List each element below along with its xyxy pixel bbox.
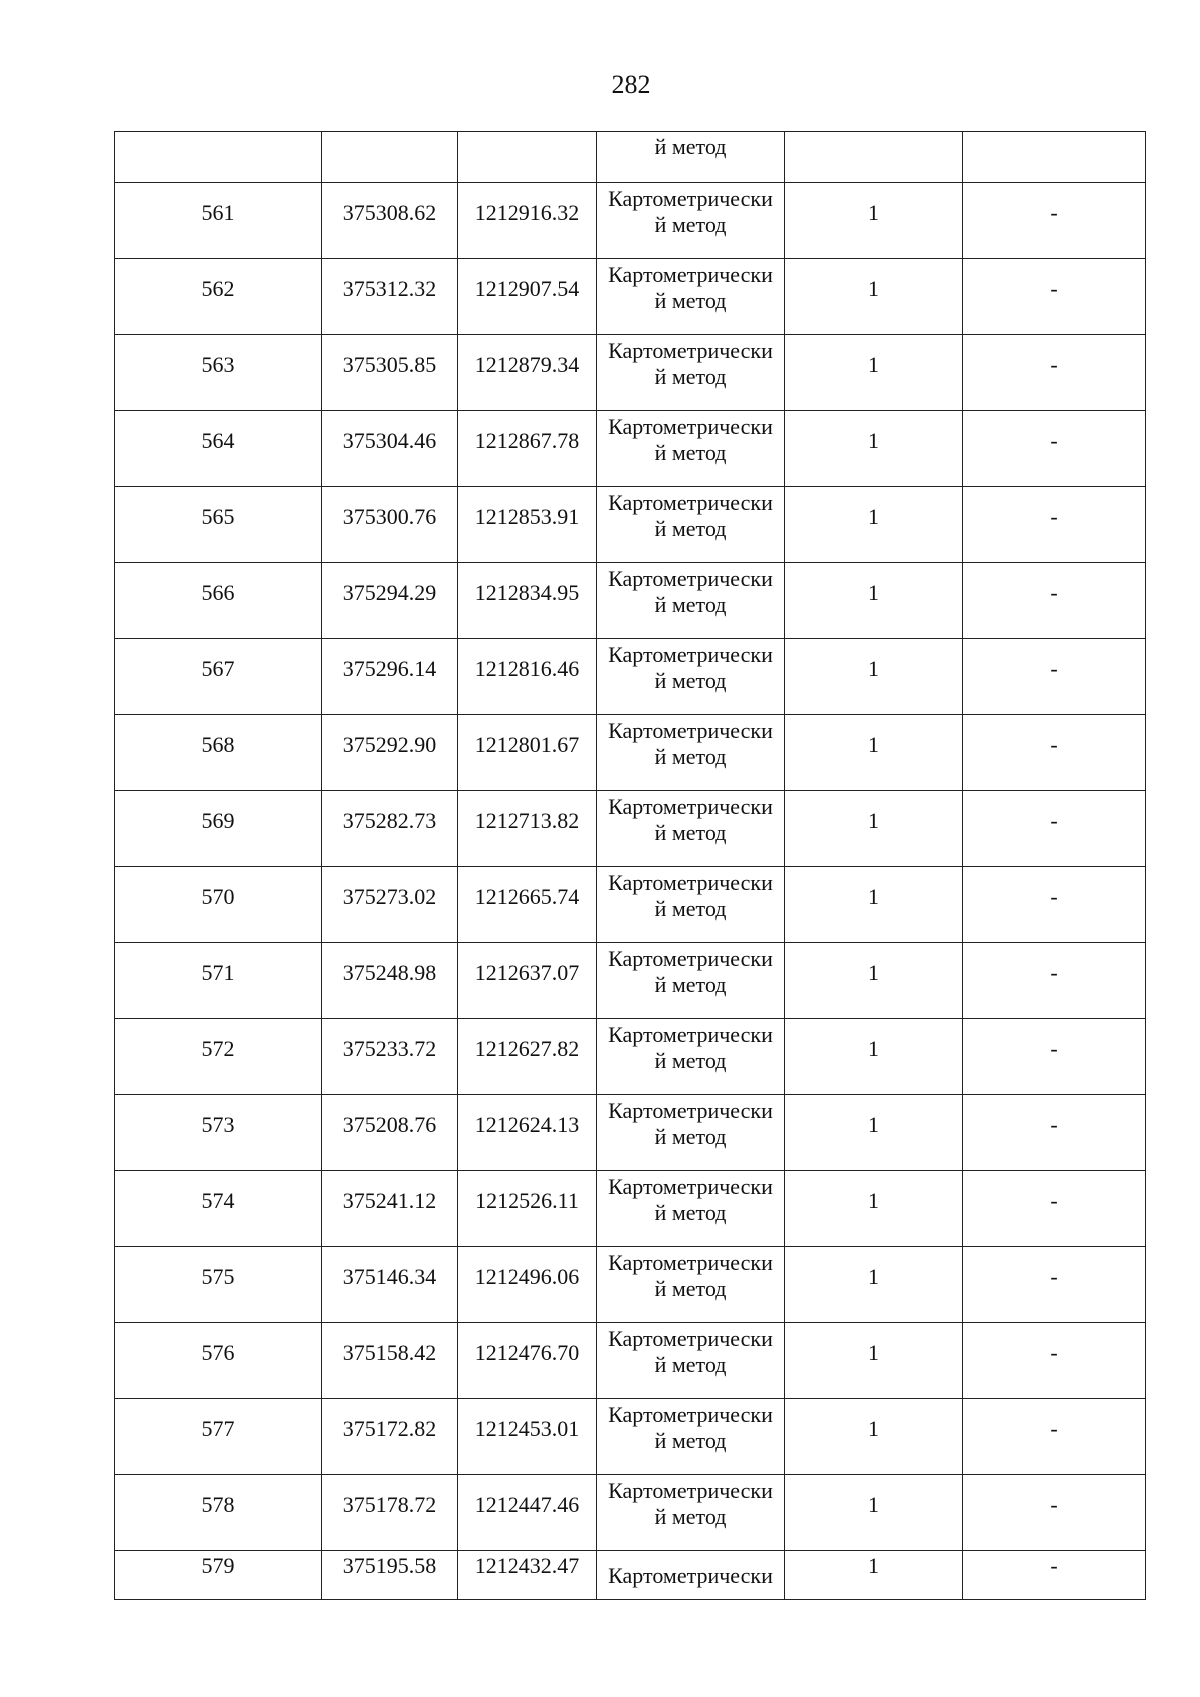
accuracy-value: 1 (868, 1112, 879, 1137)
table-row-last (115, 1551, 1146, 1600)
table-row (115, 791, 1146, 867)
method-line-2: й метод (654, 1048, 727, 1073)
cell-point-number (115, 183, 322, 259)
method-line-1: Картометрически (608, 1174, 773, 1199)
cell-note (963, 563, 1146, 639)
method-line-2: й метод (654, 896, 727, 921)
cell-accuracy (785, 411, 963, 487)
point-number: 575 (201, 1264, 235, 1289)
cell-method (597, 1323, 785, 1399)
coord-x: 375300.76 (342, 504, 437, 529)
method-line-2: й метод (654, 1124, 727, 1149)
note-value: - (1050, 1553, 1058, 1578)
cell-accuracy (785, 183, 963, 259)
cell-y (458, 1323, 597, 1399)
note-value: - (1050, 732, 1058, 757)
accuracy-value: 1 (868, 960, 879, 985)
note-value: - (1050, 504, 1058, 529)
cell-y (458, 132, 597, 183)
note-value: - (1050, 200, 1058, 225)
table-row (115, 715, 1146, 791)
coord-x: 375241.12 (342, 1188, 437, 1213)
cell-note (963, 1247, 1146, 1323)
cell-note (963, 259, 1146, 335)
cell-x (322, 259, 458, 335)
cell-accuracy (785, 563, 963, 639)
cell-x (322, 563, 458, 639)
cell-method (597, 132, 785, 183)
cell-method (597, 563, 785, 639)
cell-accuracy (785, 1475, 963, 1551)
cell-note (963, 867, 1146, 943)
cell-method (597, 867, 785, 943)
coord-x: 375312.32 (342, 276, 437, 301)
note-value: - (1050, 656, 1058, 681)
method-line-1: Картометрически (608, 642, 773, 667)
cell-y (458, 1247, 597, 1323)
method-text (597, 1019, 784, 1074)
cell-point-number (115, 1551, 322, 1600)
point-number: 562 (201, 276, 235, 301)
cell-point-number (115, 259, 322, 335)
cell-note (963, 335, 1146, 411)
cell-method (597, 1399, 785, 1475)
cell-point-number (115, 1247, 322, 1323)
cell-note (963, 1475, 1146, 1551)
cell-point-number (115, 1019, 322, 1095)
cell-x (322, 487, 458, 563)
point-number: 577 (201, 1416, 235, 1441)
cell-method (597, 715, 785, 791)
cell-point-number (115, 867, 322, 943)
method-line-1: Картометрически (608, 566, 773, 591)
coord-y: 1212627.82 (474, 1036, 580, 1061)
table-row (115, 867, 1146, 943)
cell-point-number (115, 791, 322, 867)
point-number: 573 (201, 1112, 235, 1137)
cell-note (963, 1171, 1146, 1247)
note-value: - (1050, 1416, 1058, 1441)
coord-y: 1212834.95 (474, 580, 580, 605)
method-line-1: Картометрически (608, 1098, 773, 1123)
cell-method (597, 1019, 785, 1095)
method-line-2: й метод (654, 288, 727, 313)
cell-accuracy (785, 259, 963, 335)
cell-y (458, 791, 597, 867)
table-row (115, 1475, 1146, 1551)
cell-point-number (115, 1399, 322, 1475)
note-value: - (1050, 276, 1058, 301)
method-line-1: Картометрически (608, 1250, 773, 1275)
cell-accuracy (785, 1323, 963, 1399)
cell-point-number (115, 335, 322, 411)
note-value: - (1050, 580, 1058, 605)
method-text (597, 335, 784, 390)
method-line-2: й метод (654, 364, 727, 389)
method-line-1: Картометрически (608, 870, 773, 895)
cell-accuracy (785, 1095, 963, 1171)
point-number: 579 (201, 1553, 235, 1578)
accuracy-value: 1 (868, 428, 879, 453)
note-value: - (1050, 428, 1058, 453)
coord-y: 1212867.78 (474, 428, 580, 453)
method-line-1: Картометрически (608, 718, 773, 743)
table-row (115, 1247, 1146, 1323)
method-line-1: Картометрически (608, 1478, 773, 1503)
table-row (115, 943, 1146, 1019)
coord-y: 1212637.07 (474, 960, 580, 985)
accuracy-value: 1 (868, 808, 879, 833)
cell-accuracy (785, 1551, 963, 1600)
accuracy-value: 1 (868, 1553, 879, 1578)
coord-x: 375305.85 (342, 352, 437, 377)
cell-note (963, 183, 1146, 259)
cell-method (597, 411, 785, 487)
method-text (597, 183, 784, 238)
cell-x (322, 1475, 458, 1551)
method-text (597, 1095, 784, 1150)
coord-x: 375178.72 (342, 1492, 437, 1517)
coord-y: 1212853.91 (474, 504, 580, 529)
method-text (597, 943, 784, 998)
method-text (597, 1247, 784, 1302)
cell-method (597, 1247, 785, 1323)
cell-method (597, 943, 785, 1019)
method-text (597, 563, 784, 618)
coord-x: 375304.46 (342, 428, 437, 453)
cell-y (458, 487, 597, 563)
cell-method (597, 335, 785, 411)
method-line-1: Картометрически (608, 794, 773, 819)
method-text (597, 487, 784, 542)
method-line-2: й метод (654, 1352, 727, 1377)
cell-x (322, 1399, 458, 1475)
cell-point-number (115, 1323, 322, 1399)
coordinates-table-body (115, 132, 1146, 1600)
note-value: - (1050, 1340, 1058, 1365)
table-row (115, 487, 1146, 563)
cell-point-number (115, 563, 322, 639)
method-line-1: Картометрически (608, 338, 773, 363)
cell-accuracy (785, 335, 963, 411)
cell-point-number (115, 943, 322, 1019)
cell-point-number (115, 1475, 322, 1551)
cell-method (597, 1171, 785, 1247)
point-number: 564 (201, 428, 235, 453)
cell-y (458, 715, 597, 791)
cell-accuracy (785, 943, 963, 1019)
method-line-1: Картометрически (608, 1402, 773, 1427)
table-row-continuation (115, 132, 1146, 183)
coord-x: 375294.29 (342, 580, 437, 605)
coord-y: 1212496.06 (474, 1264, 580, 1289)
cell-accuracy (785, 791, 963, 867)
page-number: 282 (611, 70, 651, 99)
cell-y (458, 1095, 597, 1171)
method-line-2: й метод (654, 972, 727, 997)
table-row (115, 639, 1146, 715)
cell-note (963, 1095, 1146, 1171)
method-line-1: Картометрически (608, 414, 773, 439)
method-text (597, 639, 784, 694)
note-value: - (1050, 884, 1058, 909)
note-value: - (1050, 808, 1058, 833)
cell-accuracy (785, 1399, 963, 1475)
accuracy-value: 1 (868, 1416, 879, 1441)
cell-note (963, 715, 1146, 791)
cell-accuracy (785, 1247, 963, 1323)
coord-y: 1212916.32 (474, 200, 580, 225)
coord-y: 1212526.11 (475, 1188, 579, 1213)
cell-note (963, 639, 1146, 715)
point-number: 569 (201, 808, 235, 833)
note-value: - (1050, 1112, 1058, 1137)
method-line-1: Картометрически (608, 490, 773, 515)
cell-accuracy (785, 1171, 963, 1247)
method-line-2: й метод (654, 516, 727, 541)
point-number: 571 (201, 960, 235, 985)
cell-accuracy (785, 132, 963, 183)
point-number: 561 (201, 200, 235, 225)
coord-y: 1212801.67 (474, 732, 580, 757)
coord-y: 1212816.46 (474, 656, 580, 681)
coord-y: 1212907.54 (474, 276, 580, 301)
cell-x (322, 1323, 458, 1399)
cell-y (458, 867, 597, 943)
cell-method (597, 639, 785, 715)
table-row (115, 1323, 1146, 1399)
cell-accuracy (785, 639, 963, 715)
method-line-2: й метод (654, 1504, 727, 1529)
method-text (597, 1323, 784, 1378)
method-text (597, 1171, 784, 1226)
cell-note (963, 943, 1146, 1019)
method-line-1: Картометрически (608, 946, 773, 971)
accuracy-value: 1 (868, 276, 879, 301)
note-value: - (1050, 352, 1058, 377)
cell-point-number (115, 639, 322, 715)
cell-y (458, 943, 597, 1019)
point-number: 568 (201, 732, 235, 757)
point-number: 576 (201, 1340, 235, 1365)
cell-x (322, 867, 458, 943)
cell-y (458, 259, 597, 335)
table-row (115, 563, 1146, 639)
coordinates-table (114, 131, 1146, 1600)
cell-method (597, 1475, 785, 1551)
table-row (115, 411, 1146, 487)
cell-method (597, 487, 785, 563)
cell-accuracy (785, 715, 963, 791)
cell-accuracy (785, 867, 963, 943)
accuracy-value: 1 (868, 352, 879, 377)
point-number: 566 (201, 580, 235, 605)
coord-x: 375172.82 (342, 1416, 437, 1441)
cell-x (322, 1551, 458, 1600)
method-text (597, 867, 784, 922)
note-value: - (1050, 1492, 1058, 1517)
cell-note (963, 411, 1146, 487)
cell-method (597, 1095, 785, 1171)
method-line-2: й метод (654, 592, 727, 617)
table-row (115, 1019, 1146, 1095)
cell-x (322, 1171, 458, 1247)
coord-y: 1212713.82 (474, 808, 580, 833)
cell-x (322, 1019, 458, 1095)
point-number: 563 (201, 352, 235, 377)
method-line-2: й метод (654, 1200, 727, 1225)
cell-x (322, 411, 458, 487)
method-line-2: й метод (654, 440, 727, 465)
cell-point-number (115, 715, 322, 791)
table-row (115, 1399, 1146, 1475)
cell-x (322, 1095, 458, 1171)
coord-x: 375233.72 (342, 1036, 437, 1061)
coord-x: 375158.42 (342, 1340, 437, 1365)
table-row (115, 183, 1146, 259)
accuracy-value: 1 (868, 580, 879, 605)
method-text (597, 791, 784, 846)
cell-x (322, 335, 458, 411)
table-row (115, 1095, 1146, 1171)
point-number: 567 (201, 656, 235, 681)
point-number: 578 (201, 1492, 235, 1517)
cell-point-number (115, 411, 322, 487)
cell-y (458, 411, 597, 487)
point-number: 574 (201, 1188, 235, 1213)
point-number: 570 (201, 884, 235, 909)
coord-y: 1212453.01 (474, 1416, 580, 1441)
coord-x: 375282.73 (342, 808, 437, 833)
coord-x: 375292.90 (342, 732, 437, 757)
method-text: Картометрически (608, 1563, 773, 1588)
cell-note (963, 1399, 1146, 1475)
method-line-2: й метод (654, 744, 727, 769)
cell-x (322, 715, 458, 791)
method-continuation-text: й метод (654, 134, 727, 159)
accuracy-value: 1 (868, 1264, 879, 1289)
cell-x (322, 791, 458, 867)
method-line-1: Картометрически (608, 262, 773, 287)
point-number: 572 (201, 1036, 235, 1061)
point-number: 565 (201, 504, 235, 529)
cell-point-number (115, 132, 322, 183)
note-value: - (1050, 960, 1058, 985)
method-text (597, 1399, 784, 1454)
cell-x (322, 132, 458, 183)
cell-y (458, 1171, 597, 1247)
note-value: - (1050, 1188, 1058, 1213)
coord-y: 1212447.46 (474, 1492, 580, 1517)
cell-x (322, 639, 458, 715)
method-text (597, 1475, 784, 1530)
cell-note (963, 1323, 1146, 1399)
cell-note (963, 132, 1146, 183)
coord-y: 1212624.13 (474, 1112, 580, 1137)
coord-y: 1212879.34 (474, 352, 580, 377)
coord-x: 375308.62 (342, 200, 437, 225)
cell-x (322, 183, 458, 259)
table-row (115, 1171, 1146, 1247)
cell-accuracy (785, 487, 963, 563)
cell-x (322, 943, 458, 1019)
method-text (597, 411, 784, 466)
note-value: - (1050, 1264, 1058, 1289)
cell-y (458, 183, 597, 259)
accuracy-value: 1 (868, 1188, 879, 1213)
cell-y (458, 563, 597, 639)
accuracy-value: 1 (868, 504, 879, 529)
cell-method (597, 259, 785, 335)
coord-x: 375248.98 (342, 960, 437, 985)
cell-method (597, 791, 785, 867)
coord-x: 375273.02 (342, 884, 437, 909)
coord-x: 375146.34 (342, 1264, 437, 1289)
accuracy-value: 1 (868, 200, 879, 225)
coord-x: 375195.58 (342, 1553, 437, 1578)
cell-y (458, 1019, 597, 1095)
cell-y (458, 1475, 597, 1551)
cell-point-number (115, 487, 322, 563)
cell-y (458, 1551, 597, 1600)
cell-point-number (115, 1171, 322, 1247)
cell-method (597, 183, 785, 259)
accuracy-value: 1 (868, 1036, 879, 1061)
method-line-2: й метод (654, 212, 727, 237)
coord-x: 375296.14 (342, 656, 437, 681)
method-line-2: й метод (654, 1428, 727, 1453)
cell-y (458, 639, 597, 715)
table-row (115, 335, 1146, 411)
cell-x (322, 1247, 458, 1323)
coord-y: 1212476.70 (474, 1340, 580, 1365)
coord-x: 375208.76 (342, 1112, 437, 1137)
method-line-1: Картометрически (608, 186, 773, 211)
note-value: - (1050, 1036, 1058, 1061)
cell-point-number (115, 1095, 322, 1171)
accuracy-value: 1 (868, 656, 879, 681)
method-text (597, 259, 784, 314)
method-line-2: й метод (654, 1276, 727, 1301)
cell-note (963, 1019, 1146, 1095)
cell-note (963, 1551, 1146, 1600)
table-row (115, 259, 1146, 335)
method-line-2: й метод (654, 668, 727, 693)
cell-note (963, 791, 1146, 867)
accuracy-value: 1 (868, 884, 879, 909)
method-line-2: й метод (654, 820, 727, 845)
accuracy-value: 1 (868, 1340, 879, 1365)
accuracy-value: 1 (868, 732, 879, 757)
method-text (597, 715, 784, 770)
cell-accuracy (785, 1019, 963, 1095)
cell-y (458, 335, 597, 411)
cell-y (458, 1399, 597, 1475)
coord-y: 1212432.47 (474, 1553, 580, 1578)
cell-method (597, 1551, 785, 1600)
cell-note (963, 487, 1146, 563)
accuracy-value: 1 (868, 1492, 879, 1517)
method-line-1: Картометрически (608, 1326, 773, 1351)
coord-y: 1212665.74 (474, 884, 580, 909)
method-line-1: Картометрически (608, 1022, 773, 1047)
